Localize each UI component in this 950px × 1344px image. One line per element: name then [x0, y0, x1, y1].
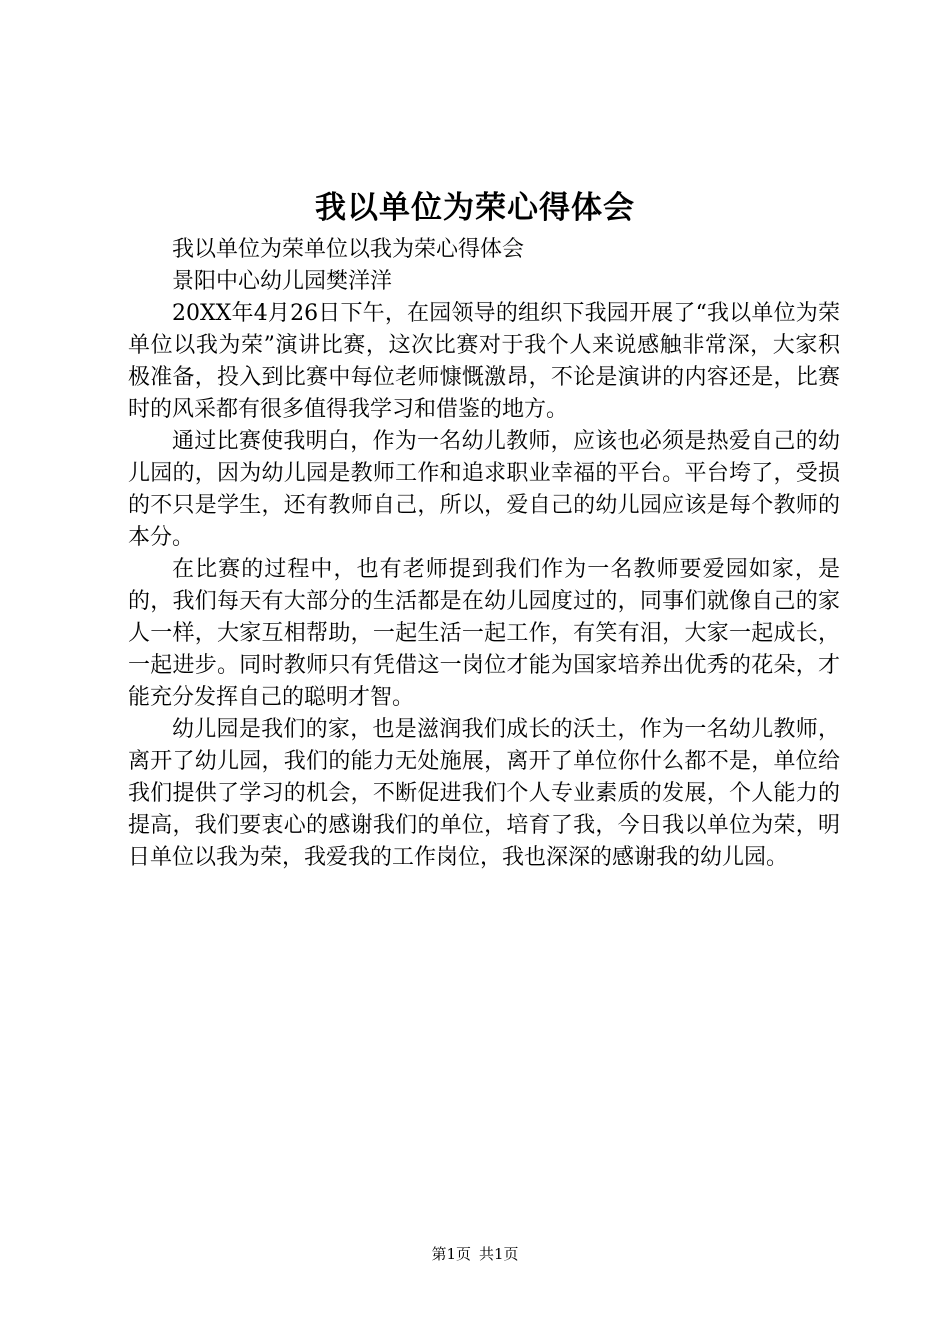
page-footer [0, 1244, 950, 1264]
subtitle-paragraph: 我以单位为荣单位以我为荣心得体会 [172, 237, 525, 262]
body-paragraph: 通过比赛使我明白，作为一名幼儿教师，应该也必须是热爱自己的幼儿园的，因为幼儿园是教师工作和追求职业幸福的平台。平台垮了，受损的不只是学生，还有教师自己，所以，爱自己的幼儿园应该是每个教师的本分。 [128, 429, 840, 550]
body-paragraph: 幼儿园是我们的家，也是滋润我们成长的沃土，作为一名幼儿教师，离开了幼儿园，我们的能力无处施展，离开了单位你什么都不是，单位给我们提供了学习的机会，不断促进我们个人专业素质的发展，个人能力的提高，我们要衷心的感谢我们的单位，培育了我，今日我以单位为荣，明日单位以我为荣，我爱我的工作岗位，我也深深的感谢我的幼儿园。 [128, 717, 840, 870]
body-paragraph: 在比赛的过程中，也有老师提到我们作为一名教师要爱园如家，是的，我们每天有大部分的生活都是在幼儿园度过的，同事们就像自己的家人一样，大家互相帮助，一起生活一起工作，有笑有泪，大家一起成长，一起进步。同时教师只有凭借这一岗位才能为国家培养出优秀的花朵，才能充分发挥自己的聪明才智。 [128, 557, 840, 710]
author-line: 景阳中心幼儿园樊洋洋 [172, 269, 393, 294]
document-body [128, 234, 840, 874]
document-title: 我以单位为荣心得体会 [315, 190, 635, 226]
page-total: 共1页 [479, 1245, 519, 1263]
page-number: 第1页 [431, 1245, 471, 1263]
body-paragraph: 20XX年4月26日下午，在园领导的组织下我园开展了“我以单位为荣单位以我为荣”演讲比赛，这次比赛对于我个人来说感触非常深，大家积极准备，投入到比赛中每位老师慷慨激昂，不论是演讲的内容还是，比赛时的风采都有很多值得我学习和借鉴的地方。 [128, 301, 840, 422]
